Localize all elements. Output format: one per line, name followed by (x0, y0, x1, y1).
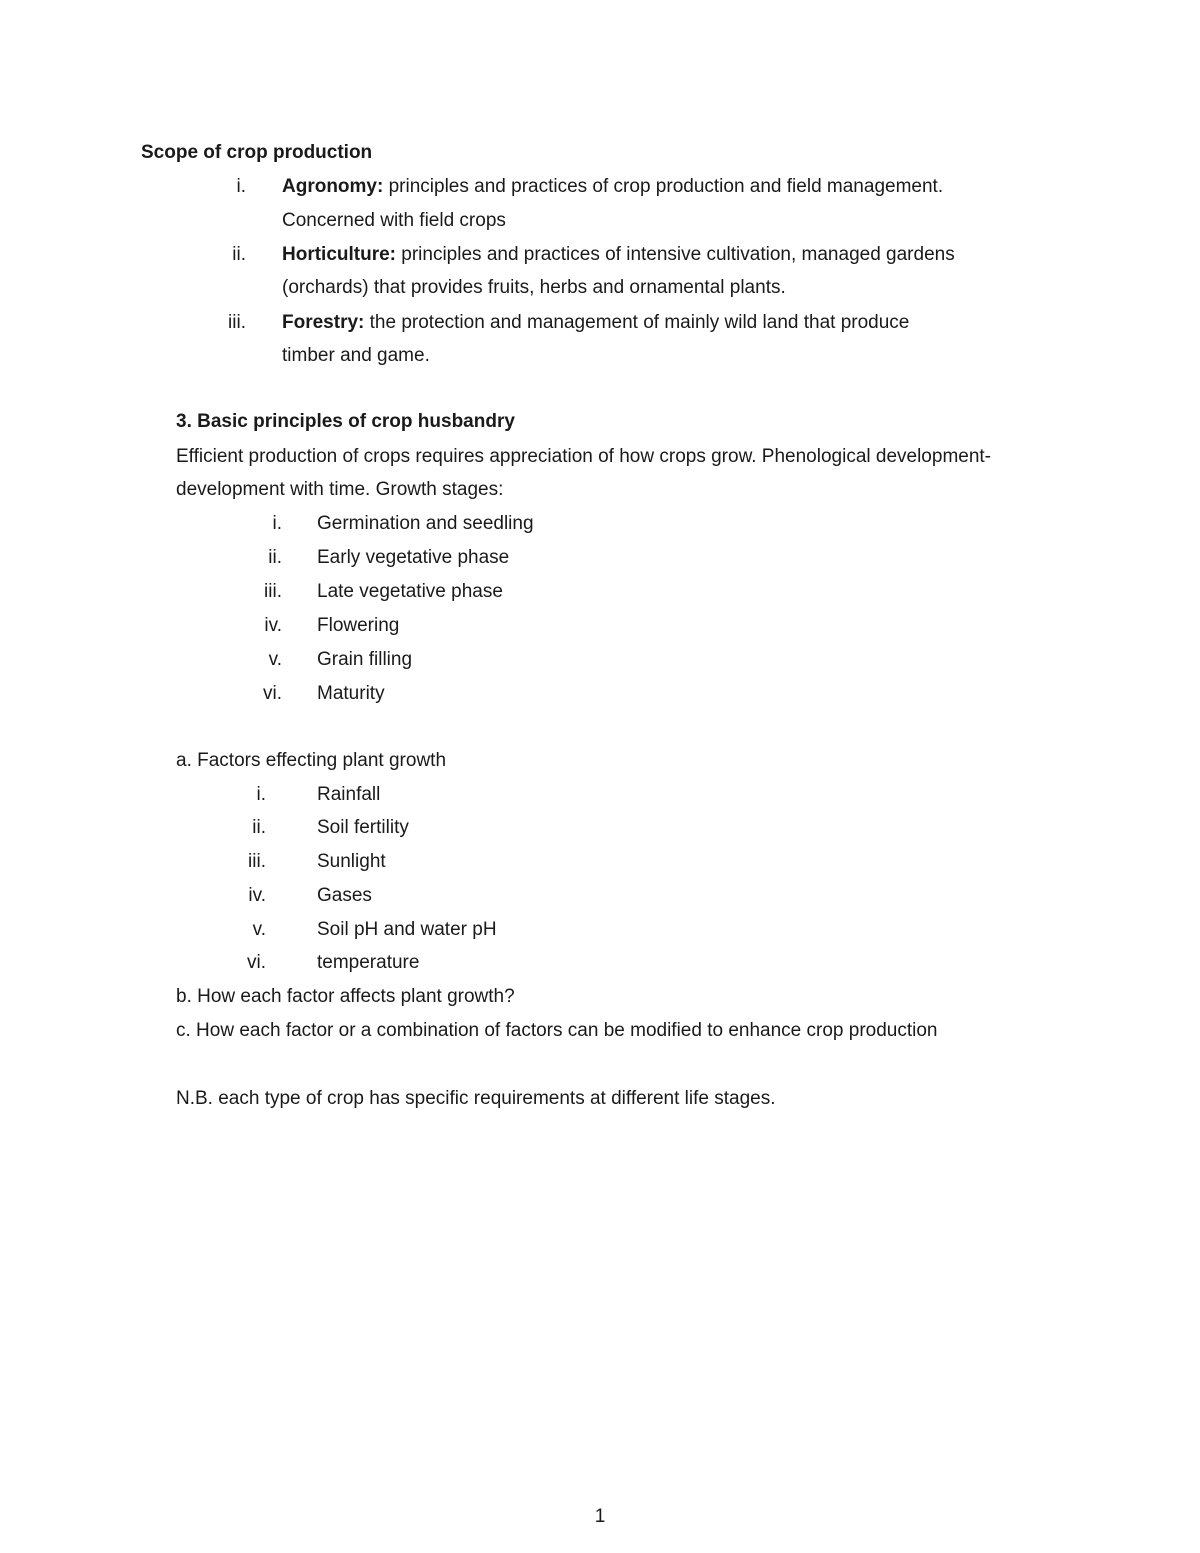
note: N.B. each type of crop has specific requirements at different life stages. (176, 1088, 776, 1109)
stage-label: Maturity (317, 683, 385, 704)
scope-numeral: ii. (232, 244, 246, 265)
principles-intro-line: Efficient production of crops requires appreciation of how crops grow. Phenological development- (176, 446, 992, 467)
scope-continuation: (orchards) that provides fruits, herbs and ornamental plants. (282, 277, 786, 298)
principles-intro-line: development with time. Growth stages: (176, 479, 504, 500)
scope-heading: Scope of crop production (141, 142, 373, 163)
stage-numeral: iii. (264, 581, 282, 602)
stage-numeral: v. (268, 649, 282, 670)
factor-numeral: v. (252, 919, 266, 940)
scope-continuation: Concerned with field crops (282, 210, 506, 231)
scope-term: Agronomy: (282, 176, 384, 197)
stage-label: Flowering (317, 615, 400, 636)
scope-item-agronomy (282, 176, 943, 198)
factor-numeral: ii. (252, 817, 266, 838)
factor-numeral: iv. (248, 885, 266, 906)
stage-numeral: ii. (268, 547, 282, 568)
page-number: 1 (594, 1506, 606, 1527)
stage-numeral: i. (272, 513, 282, 534)
stage-numeral: vi. (263, 683, 282, 704)
stage-label: Late vegetative phase (317, 581, 503, 602)
scope-text: the protection and management of mainly wild land that produce (364, 312, 910, 333)
factor-numeral: vi. (247, 952, 266, 973)
stage-label: Grain filling (317, 649, 413, 670)
scope-item-forestry (282, 312, 909, 334)
factor-label: Soil fertility (317, 817, 409, 838)
factor-label: Gases (317, 885, 372, 906)
scope-text: principles and practices of crop production and field management. (383, 176, 944, 197)
question-b: b. How each factor affects plant growth? (176, 986, 515, 1007)
scope-numeral: iii. (228, 312, 246, 333)
scope-item-horticulture (282, 244, 955, 266)
principles-heading: 3. Basic principles of crop husbandry (176, 411, 515, 432)
factors-heading: a. Factors effecting plant growth (176, 750, 447, 771)
factor-label: Sunlight (317, 851, 386, 872)
factor-numeral: iii. (248, 851, 266, 872)
stage-label: Early vegetative phase (317, 547, 510, 568)
factor-label: temperature (317, 952, 420, 973)
stage-label: Germination and seedling (317, 513, 534, 534)
factor-label: Soil pH and water pH (317, 919, 497, 940)
scope-text: principles and practices of intensive cultivation, managed gardens (396, 244, 955, 265)
scope-numeral: i. (236, 176, 246, 197)
scope-term: Horticulture: (282, 244, 396, 265)
question-c: c. How each factor or a combination of factors can be modified to enhance crop production (176, 1020, 938, 1041)
stage-numeral: iv. (264, 615, 282, 636)
factor-numeral: i. (256, 784, 266, 805)
scope-continuation: timber and game. (282, 345, 430, 366)
scope-term: Forestry: (282, 312, 365, 333)
factor-label: Rainfall (317, 784, 381, 805)
